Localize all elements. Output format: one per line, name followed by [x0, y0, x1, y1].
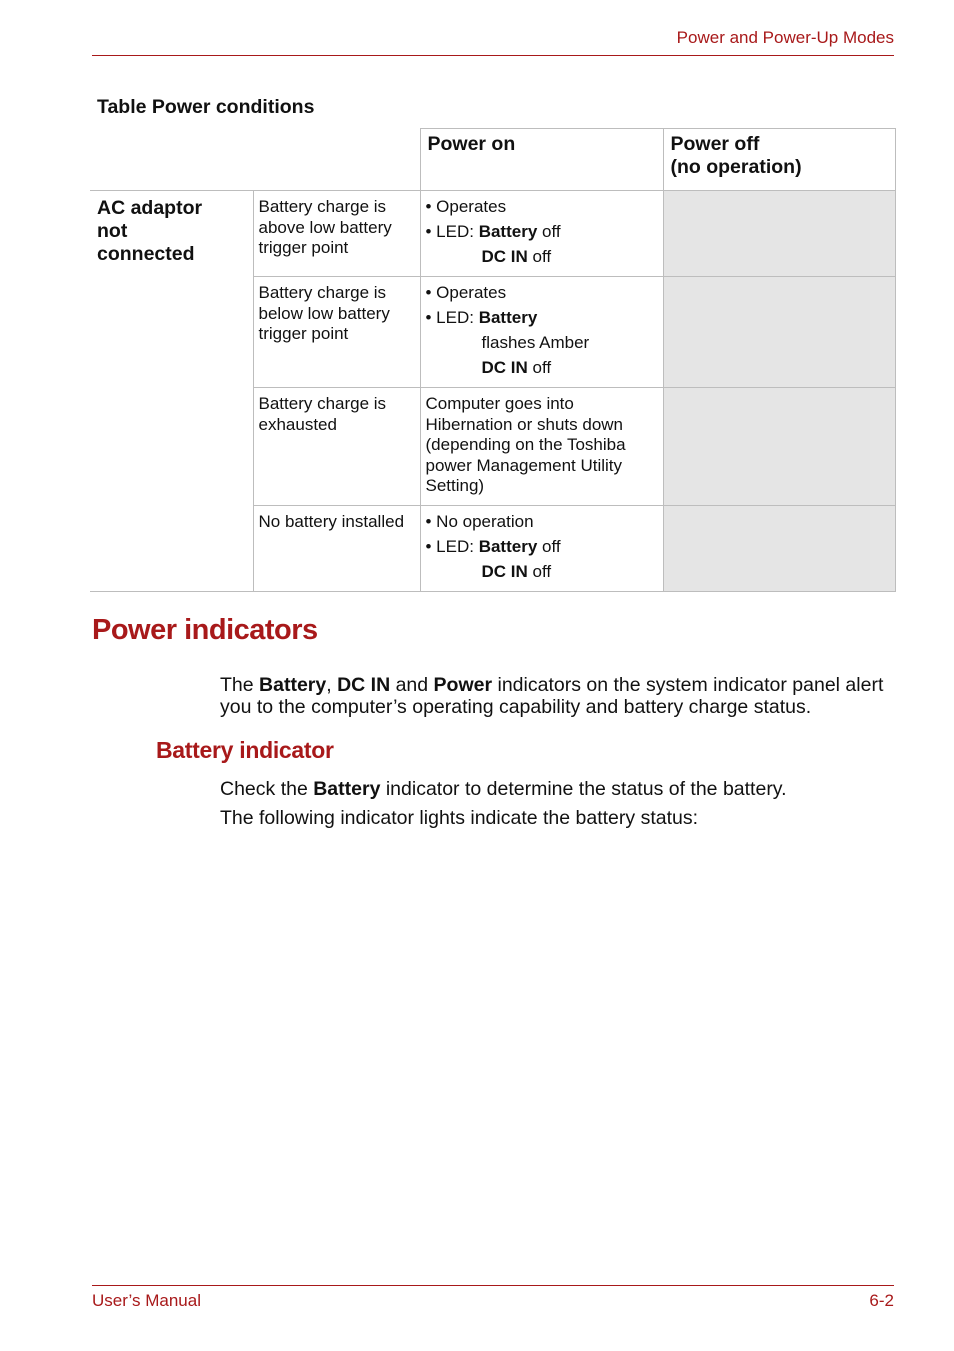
running-head: Power and Power-Up Modes: [676, 28, 894, 47]
power-on-cell: Computer goes into Hibernation or shuts down (depending on the Toshiba power Management Utility Setting): [420, 388, 663, 506]
table-caption: Table Power conditions: [97, 96, 315, 118]
table-row: [90, 191, 895, 277]
subsection-title: Battery indicator: [156, 737, 334, 763]
condition-cell: Battery charge is below low battery trigger point: [253, 277, 420, 388]
power-on-cell: • No operation • LED: Battery off DC IN off: [420, 506, 663, 592]
check-paragraph: Check the Battery indicator to determine the status of the battery.: [220, 778, 787, 800]
power-off-cell: [663, 506, 895, 592]
header-power-off: Power off (no operation): [663, 129, 895, 191]
header-rule: [92, 55, 894, 56]
header-power-on: Power on: [420, 129, 663, 191]
power-off-cell: [663, 388, 895, 506]
condition-cell: No battery installed: [253, 506, 420, 592]
power-on-cell: • Operates • LED: Battery off DC IN off: [420, 191, 663, 277]
power-on-cell: • Operates • LED: Battery flashes Amber DC IN off: [420, 277, 663, 388]
page-number: 6-2: [869, 1291, 894, 1310]
power-off-cell: [663, 191, 895, 277]
condition-cell: Battery charge is above low battery trigger point: [253, 191, 420, 277]
power-off-cell: [663, 277, 895, 388]
power-conditions-table: [90, 128, 896, 592]
following-paragraph: The following indicator lights indicate the battery status:: [220, 807, 699, 829]
table-header-row: [90, 129, 895, 191]
intro-paragraph: The Battery, DC IN and Power indicators on the system indicator panel alert you to the computer’s operating capability and battery charge status.: [220, 674, 884, 718]
row-group-label: AC adaptor not connected: [90, 191, 253, 592]
header-empty-cell: [90, 129, 420, 191]
footer-manual-label: User’s Manual: [92, 1291, 201, 1310]
condition-cell: Battery charge is exhausted: [253, 388, 420, 506]
section-title: Power indicators: [92, 614, 318, 646]
footer-rule: [92, 1285, 894, 1286]
